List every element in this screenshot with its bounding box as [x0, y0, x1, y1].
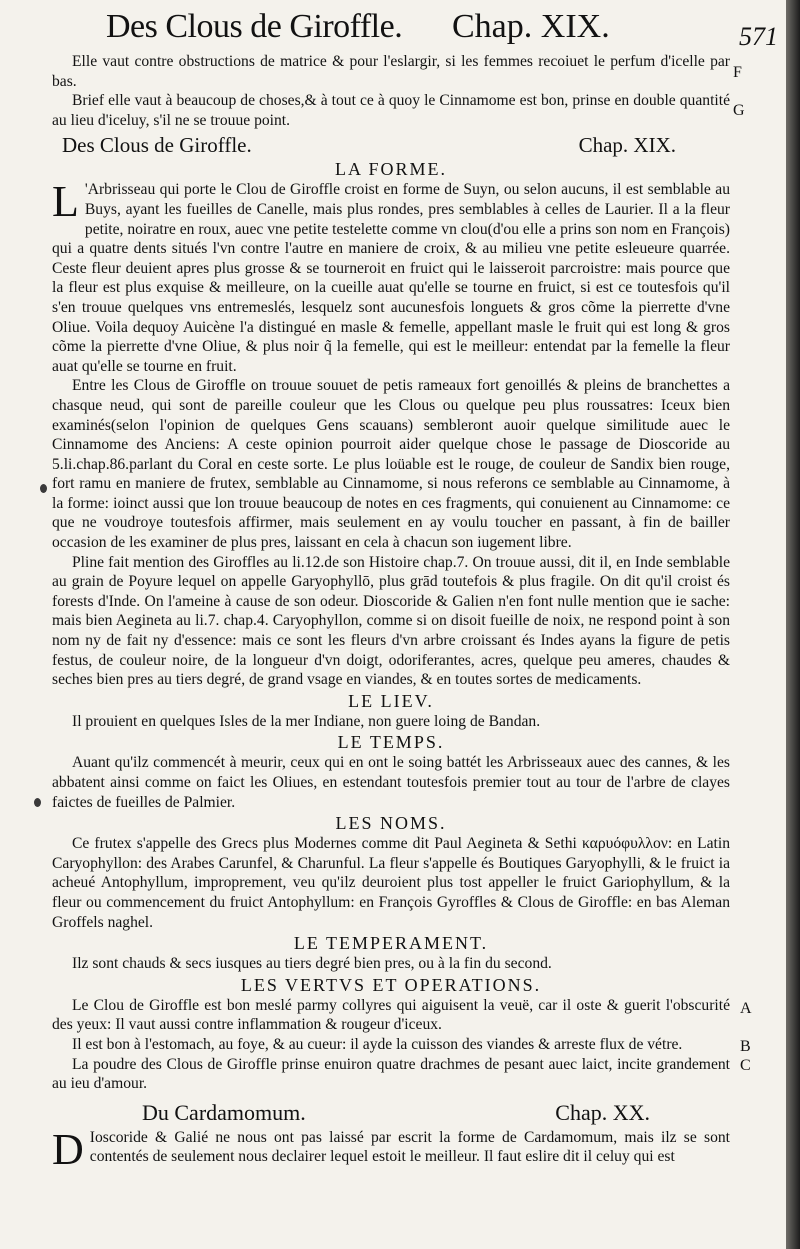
intro-paragraph: Brief elle vaut à beaucoup de choses,& à tout ce à quoy le Cinnamome est bon, prinse en double quantité au lieu d'iceluy, s'il ne se trouue point. [52, 92, 730, 129]
noms-paragraph: Ce frutex s'appelle des Grecs plus Modernes comme dit Paul Aegineta & Sethi καρυόφυλλον: en Latin Caryophyllon: des Arabes Carunfel, & Charunful. La fleur s'appelle és Boutiques Garyophylli, & le fruict ia acheué Antophyllum, improprement, veu qu'ilz deuroient plus tost appeller le fruict Gariophyllum, & la fleur ou commencement du fruict Antophyllum: en François Gyroffles & Clous de Giroffle: en bas Aleman Groffels naghel. [52, 835, 730, 931]
forme-paragraph: Pline fait mention des Giroffles au li.12.de son Histoire chap.7. On trouue aussi, dit il, en Inde semblable au grain de Poyure lequel on appelle Garyophyllō, plus grād toutefois & plus fragile. On dit qu'il croist és forests d'Inde. On l'ameine à cause de son odeur. Dioscoride & Galien n'en font nulle mention que ie sache: mais bien Aegineta au li.7. chap.4. Caryophyllon, comme si on disoit fueille de noix, ne respond point à son nom ny de fait ny d'essence: mais ce sont les fleurs d'vn arbre croissant és Indes ayans la figure de petis festus, de couleur noire, de la longueur d'vn doigt, odoriferantes, acres, quelque peu ameres, chaudes & seches bien pres au tiers degré, de grand vsage en viandes, & en toutes sortes de medicaments. [52, 553, 730, 689]
margin-letter-a: A [740, 1000, 752, 1017]
page-edge-shadow [786, 0, 800, 1249]
chapter-heading-number: Chap. XIX. [578, 133, 676, 158]
header-chapter: Chap. XIX. [452, 8, 610, 45]
running-header [70, 8, 782, 52]
lieu-paragraph: Il prouient en quelques Isles de la mer Indiane, non guere loing de Bandan. [72, 712, 541, 730]
next-chapter-paragraph [52, 1124, 730, 1174]
margin-letter-f: F [733, 64, 742, 81]
vertus-paragraph: Le Clou de Giroffle est bon meslé parmy collyres qui aiguisent la veuë, car il oste & guerit l'obscurité des yeux: Il vaut aussi contre inflammation & rougeur d'iceux. [52, 996, 730, 1034]
header-title: Des Clous de Giroffle. [106, 8, 403, 45]
ink-blot [40, 484, 47, 493]
margin-letter-c: C [740, 1057, 751, 1074]
next-chapter-heading [52, 1098, 730, 1128]
body-text [52, 52, 730, 1174]
section-heading-lieu: LE LIEV. [348, 690, 434, 711]
forme-paragraph [52, 177, 730, 376]
next-chapter-text: Ioscoride & Galié ne nous ont pas laissé par escrit la forme de Cardamomum, mais ilz se sont contentés de seulement nous declairer lequel estoit le meilleur. Il faut eslire dit il celuy qui est [89, 1128, 730, 1166]
temps-paragraph: Auant qu'ilz commencét à meurir, ceux qui en ont le soing battét les Arbrisseaux auec des cannes, & les abbatent ainsi comme on faict les Oliues, en estendant toutesfois premier tout au tour de l'arbre de clayes faictes de fueilles de Palmier. [52, 754, 730, 811]
drop-cap: L [52, 177, 79, 227]
forme-paragraph: Entre les Clous de Giroffle on trouue souuet de petis rameaux fort genoillés & pleins de branchettes a chasque neud, qui sont de pareille couleur que les Clous ou quelque peu plus roussatres: Iceux bien examinés(selon l'opinion de quelques Gens scauans) sembleront auoir quelque similitude auec le Cinnamome des Anciens: A ceste opinion pourroit aider quelque chose le passage de Dioscoride au 5.li.chap.86.parlant du Coral en ceste sorte. Le plus loüable est le rouge, de couleur de Sandix bien rouge, fort ramu en maniere de frutex, semblable au Cinnamome, si nous referons ce semblable au Cinnamome, à la forme: ioinct aussi que lon trouue beaucoup de notes en ces fragments, qui conuienent au Cinnamome: ce que ne voudroye toutesfois affirmer, mais seulement en ay voulu toucher en passant, à fin de bailler occasion de les examiner de plus pres, laissant en cela à chacun son iugement libre. [52, 377, 730, 552]
forme-paragraph-text: 'Arbrisseau qui porte le Clou de Giroffle croist en forme de Suyn, ou selon aucuns, il est semblable au Buys, ayant les fueilles de Canelle, mais plus rondes, pres semblables à celles de Laurier. Il a la fleur petite, noiratre en roux, auec vne petite testelette comme vn clou(d'ou elle a prins son nom en François) qui a quatre dents situés l'vn contre l'autre en maniere de croix, & au milieu vne petite esleueure quarrée. Ceste fleur deuient apres plus grosse & se tourneroit en fruict qui le laisseroit parcroistre: mais pource que la fleur est plus exquise & meilleure, on la cueille auat qu'elle se tourne en fruict, si est ce toutesfois qu'il s'en trouue quelques vns entremeslés, lesquelz sont aucunesfois longuets & gros cõme la pierrette d'vne Oliue. Voila dequoy Auicène l'a distingué en masle & femelle, appellant masle le fruit qui est long & gros cõme la pierrette d'vne Oliue, & plus noir q̃ la femelle, qui est le meilleur: entendat par la femelle la fleur auat qu'elle se tourne en fruit. [52, 181, 730, 375]
page-number: 571 [739, 22, 778, 51]
section-heading-vertus: LES VERTVS ET OPERATIONS. [240, 974, 542, 995]
next-chapter-number: Chap. XX. [555, 1099, 650, 1125]
chapter-heading [52, 132, 730, 158]
section-heading-forme: LA FORME. [334, 159, 448, 180]
section-heading-temps: LE TEMPS. [337, 732, 445, 753]
next-chapter-title: Du Cardamomum. [142, 1099, 306, 1125]
temperament-paragraph: Ilz sont chauds & secs iusques au tiers degré bien pres, ou à la fin du second. [72, 955, 552, 973]
vertus-paragraph: La poudre des Clous de Giroffle prinse enuiron quatre drachmes de pesant auec laict, incite grandement au ieu d'amour. [52, 1055, 730, 1093]
chapter-heading-title: Des Clous de Giroffle. [62, 133, 252, 158]
intro-paragraph: Elle vaut contre obstructions de matrice & pour l'eslargir, si les femmes recoiuet le perfum d'icelle par bas. [52, 53, 730, 90]
margin-letter-g: G [733, 102, 745, 119]
ink-blot [34, 798, 41, 807]
margin-letter-b: B [740, 1038, 751, 1055]
drop-cap: D [52, 1124, 84, 1174]
section-heading-temperament: LE TEMPERAMENT. [293, 933, 489, 954]
section-heading-noms: LES NOMS. [335, 813, 447, 834]
vertus-paragraph: Il est bon à l'estomach, au foye, & au cueur: il ayde la cuisson des viandes & arreste flux de vétre. [72, 1035, 683, 1053]
